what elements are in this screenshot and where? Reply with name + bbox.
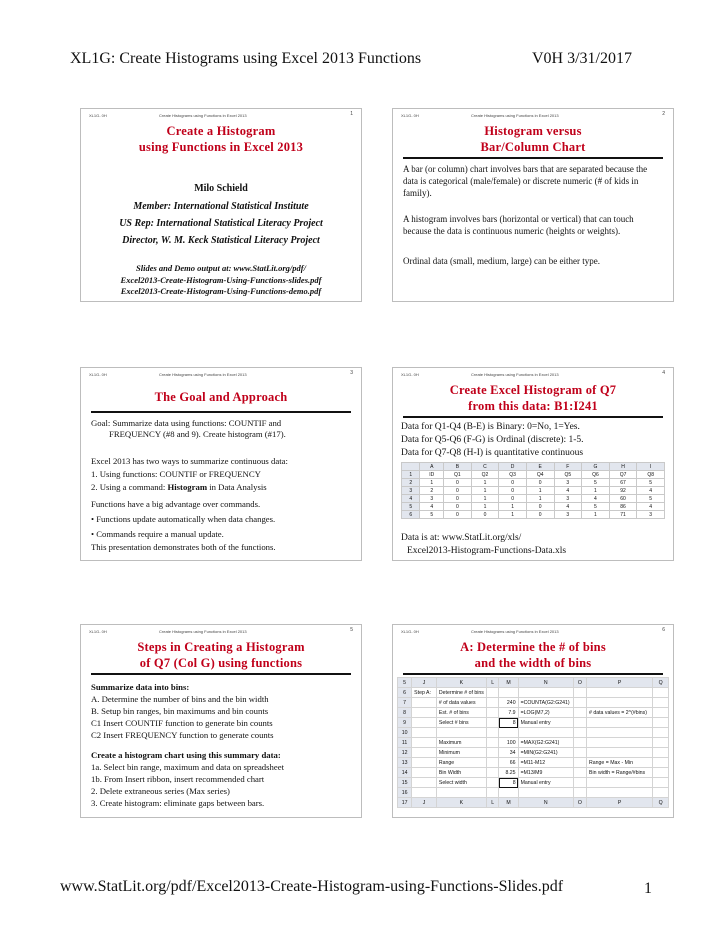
page-header-right: V0H 3/31/2017 [532, 50, 632, 67]
grid-column-header: E [526, 463, 554, 471]
sheet-cell [486, 718, 498, 728]
slide-4 [392, 367, 674, 561]
sheet-cell [653, 748, 669, 758]
sheet-row [398, 778, 669, 788]
grid-cell: 5 [582, 503, 610, 511]
chart-steps-heading: Create a histogram chart using this summary data: [91, 750, 281, 760]
sheet-cell [653, 688, 669, 698]
sheet-cell [573, 698, 586, 708]
title-line-2: from this data: B1:I241 [468, 399, 598, 413]
sheet-row-header: 14 [398, 768, 412, 778]
sheet-row [398, 748, 669, 758]
grid-cell: 5 [637, 495, 665, 503]
grid-cell: 0 [444, 479, 472, 487]
grid-cell: 0 [499, 495, 527, 503]
slide-subtitle: Create Histograms using Functions in Excel 2013 [159, 113, 247, 118]
sheet-cell [412, 718, 437, 728]
slide-title: The Goal and Approach [154, 390, 288, 404]
sheet-row [398, 728, 669, 738]
grid-cell: 3 [420, 495, 444, 503]
slide-id: XL1G- 0H [89, 113, 107, 118]
sheet-cell: J [412, 798, 437, 808]
sheet-cell [436, 788, 486, 798]
sheet-cell: Minimum [436, 748, 486, 758]
sheet-cell: Step A: [412, 688, 437, 698]
slide-number: 2 [662, 111, 665, 117]
sheet-row-header: 12 [398, 748, 412, 758]
grid-cell: 4 [554, 487, 582, 495]
sheet-cell [573, 758, 586, 768]
sheet-row [398, 698, 669, 708]
goal-line-2: FREQUENCY (#8 and 9). Create histogram (#17). [109, 429, 286, 439]
grid-cell: 0 [444, 487, 472, 495]
slide-subtitle: Create Histograms using Functions in Excel 2013 [471, 629, 559, 634]
grid-column-header: F [554, 463, 582, 471]
sheet-row [398, 738, 669, 748]
grid-column-header: H [609, 463, 637, 471]
sheet-column-header: P [587, 678, 653, 688]
grid-cell: 1 [526, 495, 554, 503]
way-2 [91, 481, 267, 493]
slides-link-3: Excel2013-Create-Histogram-Using-Functions-demo.pdf [120, 286, 322, 296]
sheet-cell [486, 768, 498, 778]
bullet-2: • Commands require a manual update. [91, 529, 224, 539]
slide-subtitle: Create Histograms using Functions in Excel 2013 [159, 629, 247, 634]
footer-url: www.StatLit.org/pdf/Excel2013-Create-Histogram-using-Functions-Slides.pdf [60, 878, 564, 895]
grid-cell: Q1 [444, 471, 472, 479]
sheet-cell [587, 788, 653, 798]
sheet-column-header: O [573, 678, 586, 688]
sheet-row [398, 758, 669, 768]
grid-row [402, 487, 665, 495]
sheet-column-header: Q [653, 678, 669, 688]
grid-column-header: B [444, 463, 472, 471]
affiliation-3: Director, W. M. Keck Statistical Literacy Project [122, 235, 320, 246]
slide-subtitle: Create Histograms using Functions in Excel 2013 [159, 372, 247, 377]
slides-links [81, 263, 361, 298]
sheet-cell [573, 768, 586, 778]
sheet-cell [587, 688, 653, 698]
grid-cell: 92 [609, 487, 637, 495]
chart-step-1b: 1b. From Insert ribbon, insert recommended chart [91, 774, 265, 784]
sheet-cell [587, 748, 653, 758]
title-rule [403, 416, 663, 418]
sheet-cell [518, 788, 573, 798]
sheet-row [398, 798, 669, 808]
grid-cell: 3 [554, 495, 582, 503]
sheet-cell: Maximum [436, 738, 486, 748]
sheet-cell: K [436, 798, 486, 808]
sheet-cell [587, 778, 653, 788]
grid-cell: 4 [554, 503, 582, 511]
grid-cell: 4 [420, 503, 444, 511]
ways-intro: Excel 2013 has two ways to summarize continuous data: [91, 456, 288, 466]
sheet-row-header: 10 [398, 728, 412, 738]
grid-cell: 3 [637, 511, 665, 519]
sheet-cell [486, 788, 498, 798]
grid-column-header: A [420, 463, 444, 471]
sheet-cell: O [573, 798, 586, 808]
slides-link-1: Slides and Demo output at: www.StatLit.org/pdf/ [136, 263, 306, 273]
sheet-column-header: M [499, 678, 518, 688]
grid-cell: 1 [499, 511, 527, 519]
sheet-column-header: L [486, 678, 498, 688]
sheet-cell [412, 788, 437, 798]
chart-step-3: 3. Create histogram: eliminate gaps between bars. [91, 798, 265, 808]
slide-subtitle: Create Histograms using Functions in Excel 2013 [471, 113, 559, 118]
sheet-cell [499, 728, 518, 738]
sheet-row [398, 718, 669, 728]
slide-title [393, 382, 673, 414]
grid-cell: 86 [609, 503, 637, 511]
sheet-cell [573, 718, 586, 728]
sheet-cell [412, 728, 437, 738]
sheet-cell [486, 698, 498, 708]
sheet-cell: P [587, 798, 653, 808]
grid-cell: 0 [499, 479, 527, 487]
chart-steps [91, 749, 284, 809]
sheet-cell [653, 698, 669, 708]
grid-cell: 71 [609, 511, 637, 519]
data-source-1: Data is at: www.StatLit.org/xls/ [401, 533, 522, 543]
sheet-cell: Range [436, 758, 486, 768]
sheet-cell [573, 778, 586, 788]
grid-cell: 5 [582, 479, 610, 487]
sheet-cell: Est. # of bins [436, 708, 486, 718]
sheet-cell [412, 748, 437, 758]
sheet-cell: =MIN(G2:G241) [518, 748, 573, 758]
grid-cell: 0 [471, 511, 499, 519]
sheet-row [398, 688, 669, 698]
grid-cell: Q6 [582, 471, 610, 479]
sheet-cell [587, 738, 653, 748]
sheet-cell [573, 788, 586, 798]
sheet-cell: Manual entry [518, 718, 573, 728]
sheet-cell [653, 758, 669, 768]
slides-link-2: Excel2013-Create-Histogram-Using-Functions-slides.pdf [120, 274, 322, 285]
sheet-row [398, 788, 669, 798]
sheet-cell: Determine # of bins [436, 688, 486, 698]
sheet-column-header: J [412, 678, 437, 688]
sheet-cell [653, 768, 669, 778]
title-line-2: of Q7 (Col G) using functions [139, 656, 303, 670]
chart-step-1a: 1a. Select bin range, maximum and data on spreadsheet [91, 762, 284, 772]
sheet-cell [412, 698, 437, 708]
slide-number: 6 [662, 627, 665, 633]
grid-row-header: 4 [402, 495, 420, 503]
sheet-cell: N [518, 798, 573, 808]
sheet-column-header: N [518, 678, 573, 688]
grid-row [402, 495, 665, 503]
grid-cell: 1 [526, 487, 554, 495]
grid-row [402, 503, 665, 511]
sheet-row-header: 16 [398, 788, 412, 798]
title-rule [91, 673, 351, 675]
grid-column-header: D [499, 463, 527, 471]
title-line-2: using Functions in Excel 2013 [138, 140, 304, 154]
paragraph-2: A histogram involves bars (horizontal or vertical) that can touch because the data is continuous numeric (heights or weights). [403, 214, 634, 236]
advantage-text: Functions have a big advantage over commands. [91, 499, 261, 509]
grid-cell: 4 [637, 487, 665, 495]
sheet-cell: 100 [499, 738, 518, 748]
title-line-1: Create a Histogram [166, 124, 276, 138]
step-a: A. Determine the number of bins and the bin width [91, 694, 269, 704]
title-line-2: and the width of bins [474, 656, 592, 670]
sheet-cell [486, 728, 498, 738]
grid-cell: ID [420, 471, 444, 479]
grid-cell: 1 [499, 503, 527, 511]
grid-cell: 3 [554, 511, 582, 519]
grid-cell: Q3 [499, 471, 527, 479]
sheet-cell [412, 738, 437, 748]
slide-title [81, 123, 361, 155]
sheet-cell: 8.25 [499, 768, 518, 778]
grid-cell: 1 [582, 487, 610, 495]
grid-cell: 1 [582, 511, 610, 519]
grid-cell: 0 [444, 495, 472, 503]
sheet-cell: 66 [499, 758, 518, 768]
slide-id: XL1G- 0H [89, 629, 107, 634]
grid-row [402, 511, 665, 519]
sheet-cell: 8 [499, 778, 518, 788]
slide-number: 4 [662, 370, 665, 376]
sheet-cell [573, 728, 586, 738]
sheet-cell [573, 738, 586, 748]
grid-cell: 67 [609, 479, 637, 487]
sheet-cell: # of data values [436, 698, 486, 708]
steps-heading: Summarize data into bins: [91, 682, 190, 692]
grid-column-header [402, 463, 420, 471]
sheet-cell [486, 738, 498, 748]
data-line-1: Data for Q1-Q4 (B-E) is Binary: 0=No, 1=Yes. [401, 422, 580, 432]
slide-id: XL1G- 0H [89, 372, 107, 377]
sheet-row [398, 708, 669, 718]
slide-title [393, 123, 673, 155]
title-line-1: Create Excel Histogram of Q7 [449, 383, 617, 397]
grid-column-header: C [471, 463, 499, 471]
slide-number: 3 [350, 370, 353, 376]
sheet-row-header: 15 [398, 778, 412, 788]
grid-cell: Q2 [471, 471, 499, 479]
grid-row [402, 479, 665, 487]
grid-cell: 0 [444, 511, 472, 519]
grid-cell: Q4 [526, 471, 554, 479]
sheet-cell: Select width [436, 778, 486, 788]
sheet-cell: M [499, 798, 518, 808]
way-1: 1. Using functions: COUNTIF or FREQUENCY [91, 469, 261, 479]
sheet-cell: 240 [499, 698, 518, 708]
slide-subtitle: Create Histograms using Functions in Excel 2013 [471, 372, 559, 377]
grid-row-header: 6 [402, 511, 420, 519]
grid-cell: 3 [554, 479, 582, 487]
way-2-histogram: Histogram [167, 482, 208, 492]
slide-number: 5 [350, 627, 353, 633]
sheet-cell [653, 718, 669, 728]
sheet-cell [499, 788, 518, 798]
paragraph-3: Ordinal data (small, medium, large) can be either type. [403, 256, 601, 266]
spreadsheet-grid [397, 677, 669, 808]
slide-6 [392, 624, 674, 818]
grid-cell: 1 [471, 495, 499, 503]
sheet-cell: =COUNTA(G2:G241) [518, 698, 573, 708]
sheet-cell: =M11-M12 [518, 758, 573, 768]
grid-cell: 1 [471, 479, 499, 487]
sheet-cell [436, 728, 486, 738]
grid-cell: Q5 [554, 471, 582, 479]
goal-text [91, 418, 286, 440]
sheet-row-header: 8 [398, 708, 412, 718]
grid-cell: Q8 [637, 471, 665, 479]
sheet-cell [653, 778, 669, 788]
way-2-prefix: 2. Using a command: [91, 482, 168, 492]
title-rule [403, 157, 663, 159]
sheet-cell [412, 778, 437, 788]
paragraph-1: A bar (or column) chart involves bars that are separated because the data is categorical (male/female) or discrete numeric (# of kids in family). [403, 164, 648, 198]
sheet-cell [653, 708, 669, 718]
sheet-cell: Bin width = Range/#bins [587, 768, 653, 778]
slide-id: XL1G- 0H [401, 113, 419, 118]
step-c2: C2 Insert FREQUENCY function to generate counts [91, 730, 274, 740]
title-line-1: Steps in Creating a Histogram [137, 640, 305, 654]
grid-column-header: I [637, 463, 665, 471]
sheet-cell: Select # bins [436, 718, 486, 728]
grid-cell: 0 [499, 487, 527, 495]
sheet-cell: # data values = 2^(#bins) [587, 708, 653, 718]
sheet-cell: 34 [499, 748, 518, 758]
chart-step-2: 2. Delete extraneous series (Max series) [91, 786, 230, 796]
sheet-cell: 8 [499, 718, 518, 728]
bullet-1: • Functions update automatically when data changes. [91, 514, 276, 524]
sheet-cell [518, 728, 573, 738]
sheet-column-header: K [436, 678, 486, 688]
sheet-cell: Q [653, 798, 669, 808]
sheet-cell [653, 788, 669, 798]
sheet-cell [587, 698, 653, 708]
sheet-cell [486, 688, 498, 698]
way-2-suffix: in Data Analysis [207, 482, 267, 492]
slide-title [81, 639, 361, 671]
sheet-cell: 7.9 [499, 708, 518, 718]
slide-id: XL1G- 0H [401, 629, 419, 634]
grid-cell: 4 [582, 495, 610, 503]
grid-cell: 5 [637, 479, 665, 487]
slide-5 [80, 624, 362, 818]
grid-cell: 1 [471, 503, 499, 511]
grid-cell: 0 [526, 511, 554, 519]
sheet-cell [412, 758, 437, 768]
data-line-2: Data for Q5-Q6 (F-G) is Ordinal (discrete): 1-5. [401, 435, 584, 445]
data-source-2: Excel2013-Histogram-Functions-Data.xls [407, 546, 567, 556]
sheet-cell [486, 748, 498, 758]
grid-row-header: 1 [402, 471, 420, 479]
data-line-3: Data for Q7-Q8 (H-I) is quantitative continuous [401, 448, 584, 458]
sheet-cell [412, 768, 437, 778]
grid-row-header: 2 [402, 479, 420, 487]
grid-cell: 0 [526, 503, 554, 511]
grid-column-header: G [582, 463, 610, 471]
sheet-cell [518, 688, 573, 698]
step-c1: C1 Insert COUNTIF function to generate bin counts [91, 718, 273, 728]
page-number: 1 [644, 880, 652, 897]
sheet-row-header: 13 [398, 758, 412, 768]
sheet-column-header: 5 [398, 678, 412, 688]
sheet-cell: =MAX(G2:G241) [518, 738, 573, 748]
sheet-row-header: 9 [398, 718, 412, 728]
grid-row-header: 5 [402, 503, 420, 511]
grid-cell: 60 [609, 495, 637, 503]
sheet-cell [573, 688, 586, 698]
sheet-cell: =LOG(M7,2) [518, 708, 573, 718]
sheet-cell [587, 718, 653, 728]
slide-id: XL1G- 0H [401, 372, 419, 377]
sheet-cell [486, 708, 498, 718]
sheet-cell: Manual entry [518, 778, 573, 788]
title-line-1: Histogram versus [484, 124, 582, 138]
title-rule [403, 673, 663, 675]
sheet-cell: Bin Width [436, 768, 486, 778]
steps-summary [91, 681, 274, 741]
grid-cell: Q7 [609, 471, 637, 479]
sheet-cell [499, 688, 518, 698]
demo-text: This presentation demonstrates both of the functions. [91, 542, 276, 552]
sheet-cell: L [486, 798, 498, 808]
grid-cell: 0 [444, 503, 472, 511]
sheet-cell [412, 708, 437, 718]
goal-line-1: Goal: Summarize data using functions: COUNTIF and [91, 418, 282, 428]
slide-title [393, 639, 673, 671]
sheet-row-header: 6 [398, 688, 412, 698]
page-header-left: XL1G: Create Histograms using Excel 2013 Functions [70, 50, 422, 67]
grid-cell: 4 [637, 503, 665, 511]
sheet-cell [653, 738, 669, 748]
sheet-cell: Range = Max - Min [587, 758, 653, 768]
sheet-row-header: 7 [398, 698, 412, 708]
sheet-cell [486, 778, 498, 788]
title-line-1: A: Determine the # of bins [460, 640, 606, 654]
grid-cell: 0 [526, 479, 554, 487]
sheet-cell: =M13/M9 [518, 768, 573, 778]
sheet-cell [587, 728, 653, 738]
title-rule [91, 411, 351, 413]
step-b: B. Setup bin ranges, bin maximums and bin counts [91, 706, 269, 716]
affiliation-2: US Rep: International Statistical Literacy Project [119, 218, 323, 229]
sheet-row-header: 17 [398, 798, 412, 808]
grid-cell: 5 [420, 511, 444, 519]
grid-row [402, 471, 665, 479]
sheet-row [398, 768, 669, 778]
sheet-cell [653, 728, 669, 738]
grid-row-header: 3 [402, 487, 420, 495]
slide-number: 1 [350, 111, 353, 117]
sheet-row-header: 11 [398, 738, 412, 748]
sheet-cell [486, 758, 498, 768]
grid-cell: 1 [420, 479, 444, 487]
author-name: Milo Schield [194, 183, 248, 194]
grid-cell: 2 [420, 487, 444, 495]
slide-2 [392, 108, 674, 302]
sheet-cell [573, 708, 586, 718]
affiliation-1: Member: International Statistical Institute [133, 201, 309, 212]
sheet-cell [573, 748, 586, 758]
grid-cell: 1 [471, 487, 499, 495]
slide-3 [80, 367, 362, 561]
data-grid [401, 462, 665, 519]
title-line-2: Bar/Column Chart [480, 140, 586, 154]
slide-1 [80, 108, 362, 302]
